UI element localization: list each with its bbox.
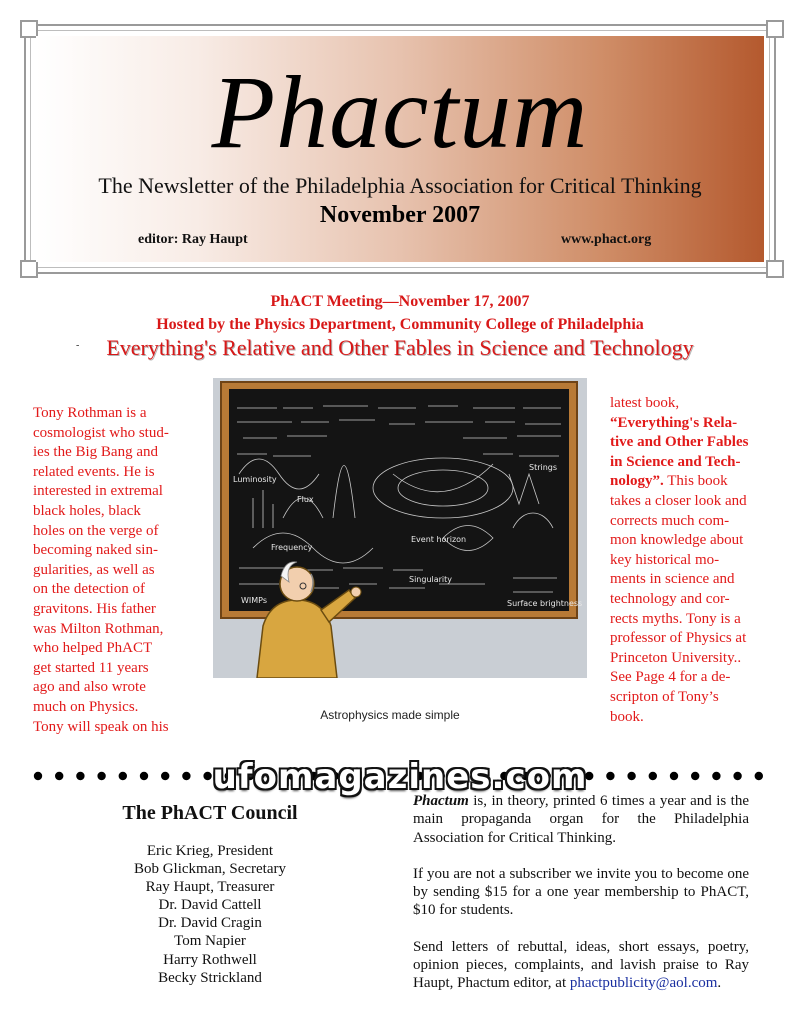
brand-name: Phactum [413, 793, 469, 809]
divider-dot [691, 772, 699, 780]
council-member: Dr. David Cragin [158, 915, 262, 932]
about-paragraph [413, 792, 749, 847]
article-line: takes a closer look and [610, 492, 747, 509]
article-line: book. [610, 708, 644, 725]
article-line: rects myths. Tony is a [610, 610, 741, 627]
council-member: Bob Glickman, Secretary [133, 861, 287, 878]
frame-corner [766, 260, 784, 278]
editor-credit: editor: Ray Haupt [138, 232, 248, 247]
article-line: interested in extremal [33, 483, 163, 500]
about-text: is, in theory, printed 6 times a year and is the main propaganda organ for the Philadelphia Association for Critical Thinking. [413, 793, 749, 846]
board-label: Event horizon [411, 535, 467, 544]
council-member: Tom Napier [174, 933, 246, 950]
divider-dot [34, 772, 42, 780]
divider-dot [755, 772, 763, 780]
article-line: ies the Big Bang and [33, 444, 158, 461]
council-member: Becky Strickland [158, 969, 262, 986]
board-label: Flux [297, 495, 314, 504]
article-line: holes on the verge of [33, 522, 159, 539]
divider-dot [733, 772, 741, 780]
article-line: much on Physics. [33, 698, 139, 715]
about-phactum [413, 792, 749, 1011]
astrophysics-cartoon [213, 378, 587, 678]
stray-dash: - [76, 340, 80, 351]
council-member: Harry Rothwell [163, 951, 257, 968]
frame-corner [766, 20, 784, 38]
article-line: ments in science and [610, 571, 735, 588]
about-paragraph [413, 938, 749, 993]
board-label: Luminosity [233, 475, 277, 484]
divider-dot [119, 772, 127, 780]
book-title-line: “Everything's Rela- [610, 414, 738, 431]
email-link[interactable]: phactpublicity@aol.com [569, 975, 718, 992]
article-line: professor of Physics at [610, 630, 747, 647]
cartoon-caption: Astrophysics made simple [320, 708, 460, 722]
board-label: Frequency [271, 543, 313, 552]
article-text: This book [663, 473, 728, 490]
article-line: key historical mo- [610, 551, 720, 568]
article-line: scripton of Tony’s [610, 688, 719, 705]
divider-dot [76, 772, 84, 780]
article-line: was Milton Rothman, [33, 620, 164, 637]
meeting-host-heading: Hosted by the Physics Department, Community College of Philadelphia [156, 316, 644, 333]
council-heading: The PhACT Council [122, 802, 298, 824]
article-right-column [610, 394, 775, 727]
article-line: becoming naked sin- [33, 542, 158, 559]
book-title-line: in Science and Tech- [610, 453, 741, 470]
article-line [610, 472, 775, 492]
article-line: Tony Rothman is a [33, 405, 147, 421]
divider-dot [140, 772, 148, 780]
article-line: ago and also wrote [33, 679, 146, 696]
article-line: on the detection of [33, 581, 146, 598]
divider-dot [670, 772, 678, 780]
issue-date: November 2007 [319, 202, 481, 228]
article-line: Princeton University.. [610, 649, 742, 666]
council-member: Ray Haupt, Treasurer [145, 879, 275, 896]
article-line: mon knowledge about [610, 532, 744, 549]
board-label: Surface brightness [507, 599, 583, 608]
article-line: Tony will speak on his [33, 718, 169, 735]
council-member: Dr. David Cattell [158, 897, 262, 914]
article-line: get started 11 years [33, 659, 149, 676]
divider-dot [97, 772, 105, 780]
article-line: gularities, as well as [33, 561, 155, 578]
council-member-list [40, 842, 380, 987]
article-line: technology and cor- [610, 590, 730, 607]
newsletter-subtitle: The Newsletter of the Philadelphia Association for Critical Thinking [98, 173, 702, 198]
book-title-line: tive and Other Fables [610, 434, 749, 451]
article-line: who helped PhACT [33, 640, 153, 657]
about-text: . [717, 975, 722, 992]
divider-dot [182, 772, 190, 780]
watermark: ufomagazines.com [212, 757, 588, 797]
article-line: cosmologist who stud- [33, 424, 169, 441]
newsletter-title: Phactum [211, 55, 589, 170]
divider-dot [161, 772, 169, 780]
frame-corner [20, 260, 38, 278]
book-title-line: nology”. [610, 473, 664, 490]
article-line: gravitons. His father [33, 600, 156, 617]
divider-dot [649, 772, 657, 780]
divider-dot [627, 772, 635, 780]
divider-dot [55, 772, 63, 780]
divider-dot [606, 772, 614, 780]
about-text: Send letters of rebuttal, ideas, short essays, poetry, opinion pieces, complaints, and lavish praise to Ray Haupt, Phactum editor, at [413, 938, 749, 992]
divider-dot [712, 772, 720, 780]
meeting-topic-heading: Everything's Relative and Other Fables in Science and Technology [106, 335, 694, 360]
article-line: corrects much com- [610, 512, 730, 529]
meeting-date-heading: PhACT Meeting—November 17, 2007 [270, 293, 530, 310]
article-line: related events. He is [33, 463, 155, 480]
article-line: latest book, [610, 395, 680, 411]
article-line: See Page 4 for a de- [610, 669, 731, 686]
article-left-column [33, 404, 193, 737]
board-label: WIMPs [241, 596, 268, 605]
about-paragraph: If you are not a subscriber we invite you to become one by sending $15 for a one year membership to PhACT, $10 for students. [413, 865, 749, 919]
website-link[interactable]: www.phact.org [561, 232, 652, 247]
council-member: Eric Krieg, President [146, 843, 274, 859]
board-label: Singularity [409, 575, 453, 584]
board-label: Strings [529, 463, 558, 472]
article-line: black holes, black [33, 502, 141, 519]
